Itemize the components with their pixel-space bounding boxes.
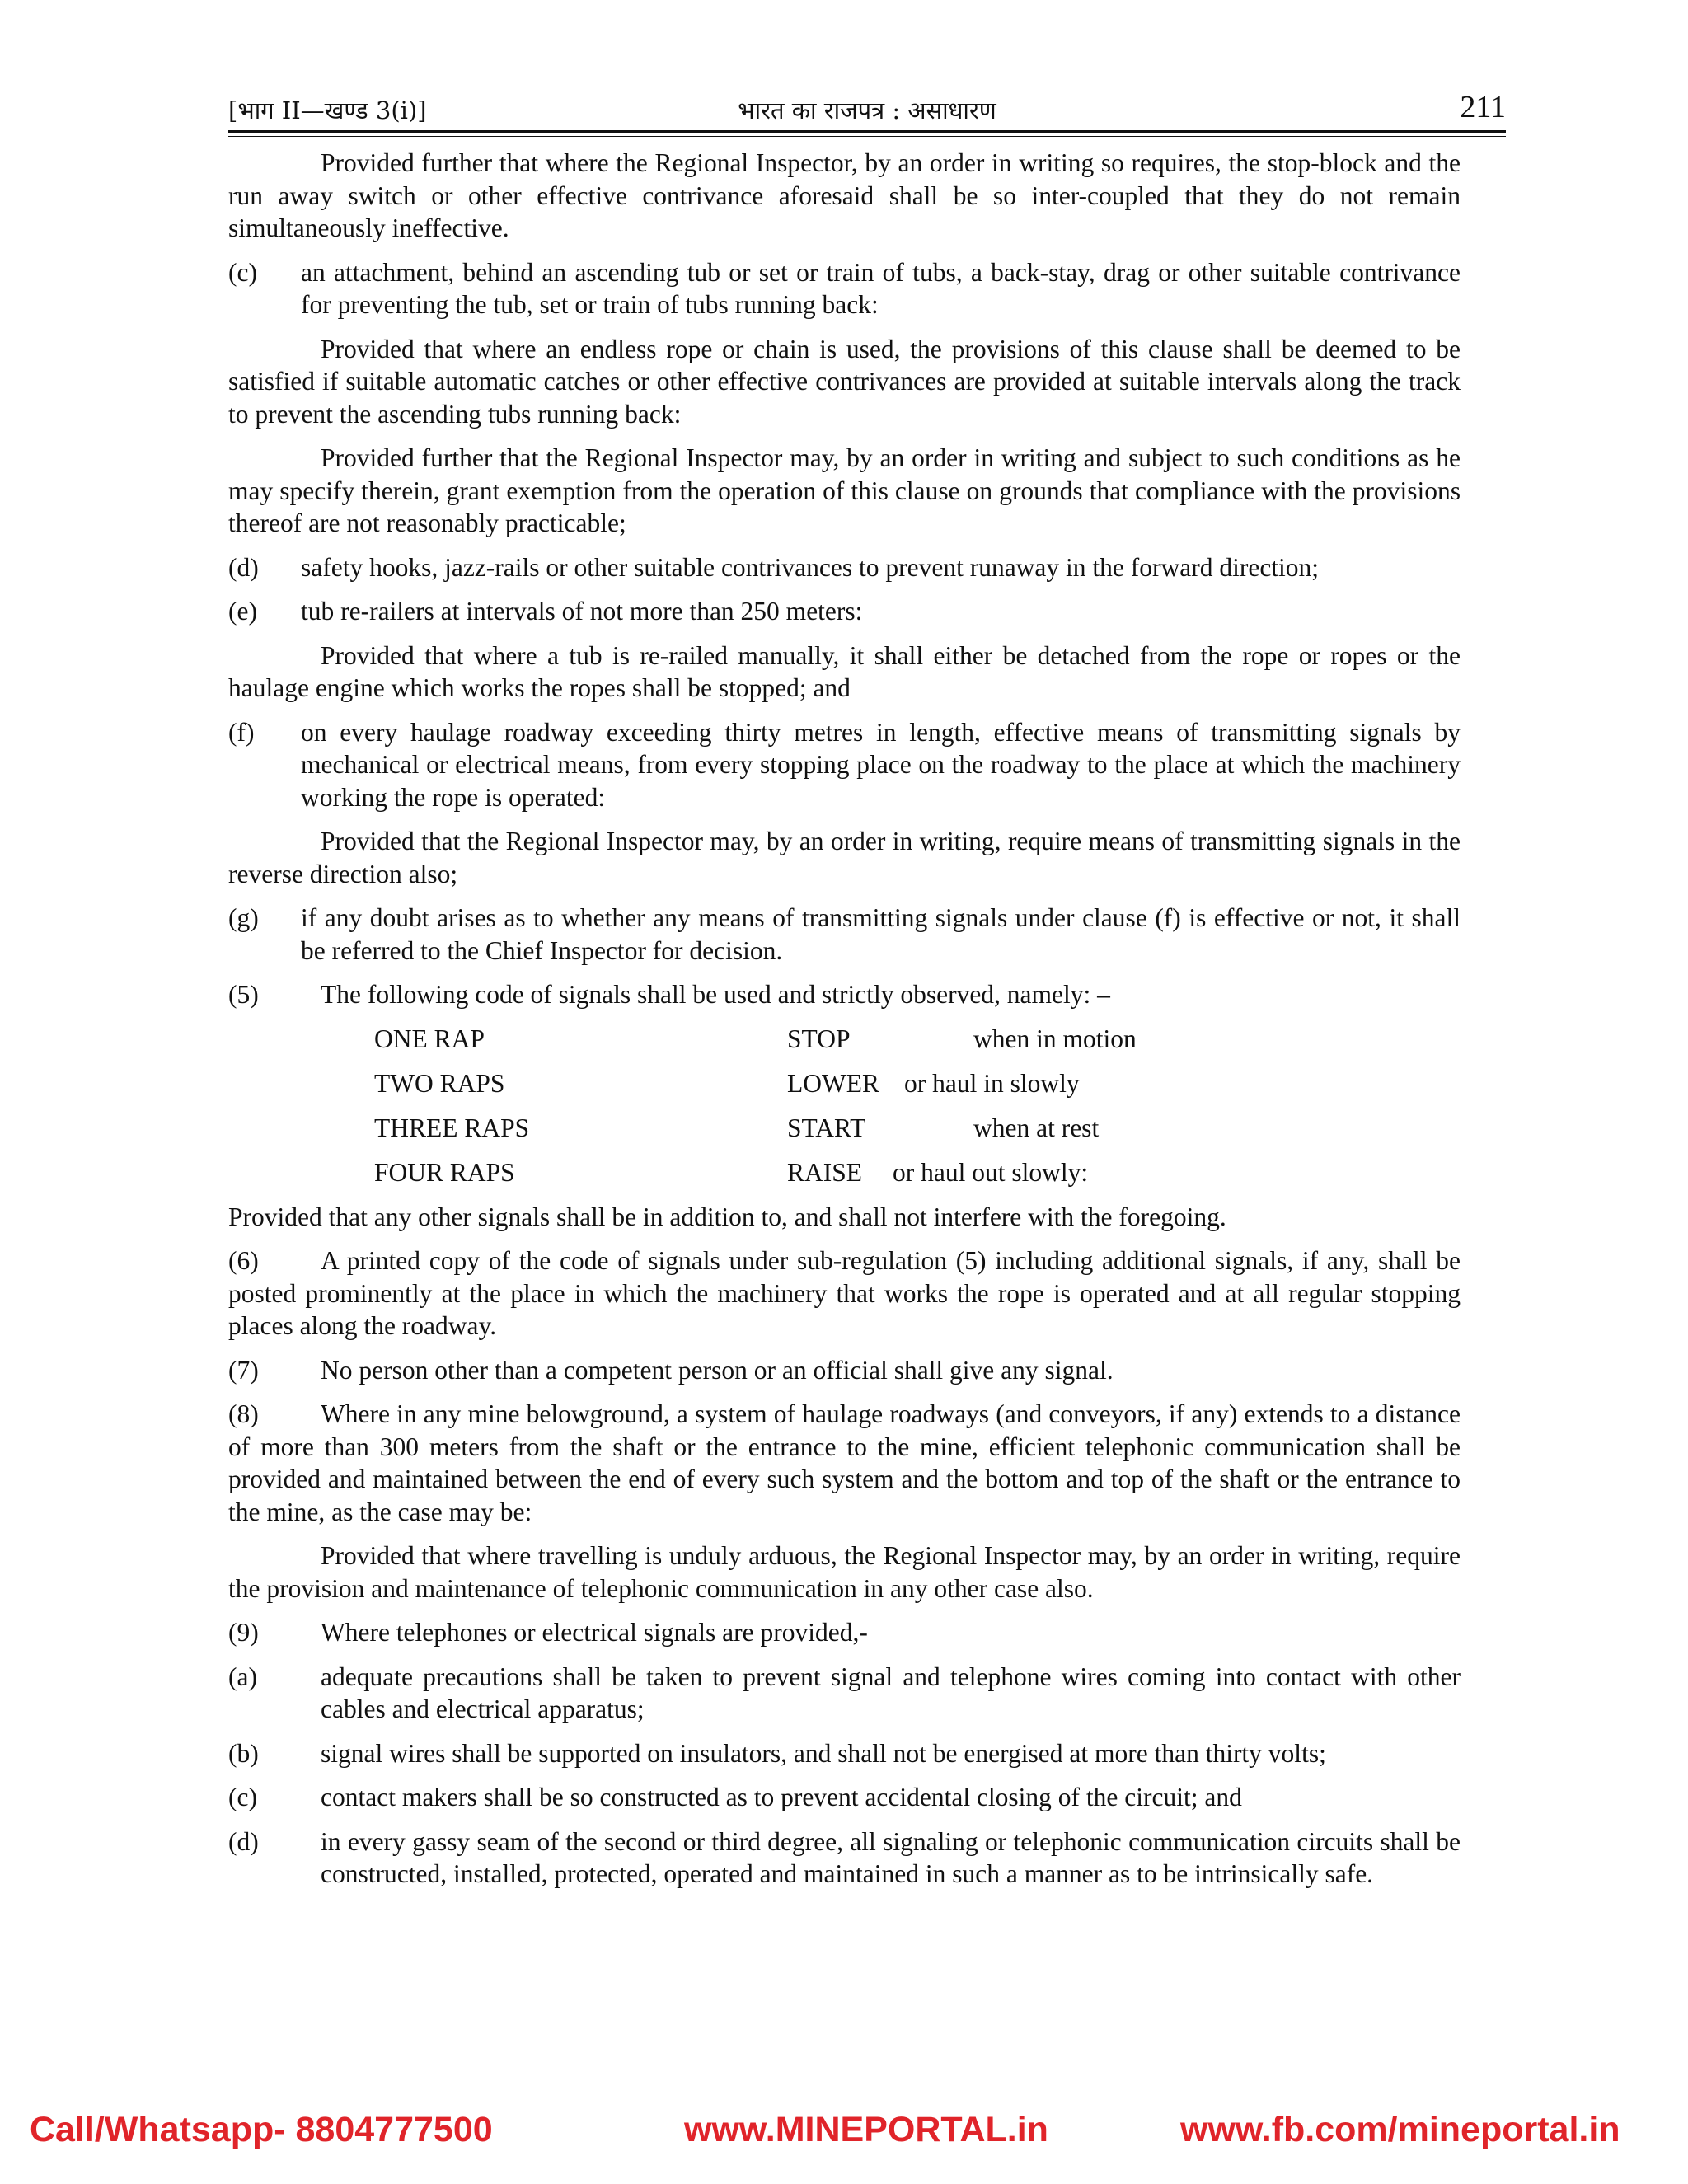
proviso-paragraph: Provided that where travelling is unduly arduous, the Regional Inspector may, by an order in writing, require the provision and maintenance of telephonic communication in any other case also. bbox=[228, 1541, 1461, 1603]
signal-row bbox=[228, 1023, 1461, 1056]
signal-note: when in motion bbox=[973, 1024, 1137, 1053]
signal-row bbox=[228, 1156, 1461, 1189]
subregulation-text: Where telephones or electrical signals are provided,- bbox=[321, 1618, 868, 1647]
proviso-paragraph: Provided that any other signals shall be in addition to, and shall not interfere with the foregoing. bbox=[228, 1202, 1226, 1231]
clause-c bbox=[228, 256, 1461, 321]
clause-text: if any doubt arises as to whether any means of transmitting signals under clause (f) is effective or not, it shall be referred to the Chief Inspector for decision. bbox=[301, 903, 1461, 965]
clause-text: safety hooks, jazz-rails or other suitable contrivances to prevent runaway in the forward direction; bbox=[301, 552, 1320, 582]
signal-action: LOWER bbox=[787, 1068, 879, 1098]
signal-raps: ONE RAP bbox=[374, 1024, 485, 1053]
subregulation-6 bbox=[228, 1244, 1461, 1343]
clause-label: (c) bbox=[228, 1783, 257, 1811]
signal-row bbox=[228, 1112, 1461, 1145]
subregulation-label: (8) bbox=[228, 1399, 259, 1428]
subregulation-label: (6) bbox=[228, 1246, 259, 1275]
signal-action: STOP bbox=[787, 1024, 851, 1053]
page-number: 211 bbox=[1460, 90, 1506, 124]
subregulation-8 bbox=[228, 1398, 1461, 1528]
subregulation-text: No person other than a competent person or an official shall give any signal. bbox=[321, 1355, 1114, 1385]
signal-code-table bbox=[228, 1023, 1461, 1189]
subregulation-9 bbox=[228, 1616, 1461, 1649]
signal-row bbox=[228, 1067, 1461, 1100]
subregulation-label: (7) bbox=[228, 1355, 259, 1385]
page-header bbox=[228, 90, 1506, 127]
clause-text: adequate precautions shall be taken to prevent signal and telephone wires coming into contact with other cables and electrical apparatus; bbox=[321, 1661, 1461, 1723]
signal-action: RAISE bbox=[787, 1157, 863, 1187]
footer-facebook-link[interactable]: www.fb.com/mineportal.in bbox=[1180, 2110, 1620, 2149]
subregulation-text: A printed copy of the code of signals under sub-regulation (5) including additional signals, if any, shall be posted prominently at the place in which the machinery that works the rope is operated and at all regular stopping places along the roadway. bbox=[228, 1246, 1461, 1340]
clause-d bbox=[228, 551, 1461, 584]
proviso-paragraph: Provided that where a tub is re-railed manually, it shall either be detached from the rope or ropes or the haulage engine which works the ropes shall be stopped; and bbox=[228, 640, 1461, 702]
clause-9c bbox=[228, 1781, 1461, 1814]
footer-phone: Call/Whatsapp- 8804777500 bbox=[30, 2110, 493, 2149]
clause-text: an attachment, behind an ascending tub or set or train of tubs, a back-stay, drag or other suitable contrivance for preventing the tub, set or train of tubs running back: bbox=[301, 257, 1461, 319]
clause-text: on every haulage roadway exceeding thirty metres in length, effective means of transmitting signals by mechanical or electrical means, from every stopping place on the roadway to the place at which the machinery working the rope is operated: bbox=[301, 717, 1461, 812]
clause-label: (d) bbox=[228, 1826, 259, 1856]
clause-g bbox=[228, 902, 1461, 967]
clause-label: (g) bbox=[228, 903, 259, 932]
proviso-paragraph: Provided further that where the Regional Inspector, by an order in writing so requires, the stop-block and the run away switch or other effective contrivance aforesaid shall be so inter-coupled that they do not remain simultaneously ineffective. bbox=[228, 148, 1461, 242]
header-rule-thick bbox=[228, 130, 1506, 133]
subregulation-7 bbox=[228, 1354, 1461, 1387]
proviso-paragraph: Provided that where an endless rope or chain is used, the provisions of this clause shall be deemed to be satisfied if suitable automatic catches or other effective contrivances are provided at suitable intervals along the track to prevent the ascending tubs running back: bbox=[228, 334, 1461, 429]
clause-9d bbox=[228, 1825, 1461, 1891]
header-rule-thin bbox=[228, 136, 1506, 137]
document-body bbox=[228, 147, 1461, 1902]
signal-raps: TWO RAPS bbox=[374, 1068, 505, 1098]
subregulation-5 bbox=[228, 978, 1461, 1011]
signal-note: or haul out slowly: bbox=[893, 1157, 1089, 1187]
subregulation-text: Where in any mine belowground, a system of haulage roadways (and conveyors, if any) extends to a distance of more than 300 meters from the shaft or the entrance to the mine, efficient telephonic communication shall be provided and maintained between the end of every such system and the bottom and top of the shaft or the entrance to the mine, as the case may be: bbox=[228, 1399, 1461, 1526]
header-gazette-title: भारत का राजपत्र : असाधारण bbox=[738, 96, 996, 124]
clause-label: (d) bbox=[228, 552, 259, 582]
clause-e bbox=[228, 595, 1461, 628]
subregulation-text: The following code of signals shall be used and strictly observed, namely: – bbox=[321, 980, 1110, 1009]
footer-website-link[interactable]: www.MINEPORTAL.in bbox=[684, 2110, 1048, 2149]
clause-label: (f) bbox=[228, 717, 255, 747]
subregulation-label: (5) bbox=[228, 980, 259, 1009]
proviso-paragraph: Provided that the Regional Inspector may, by an order in writing, require means of transmitting signals in the reverse direction also; bbox=[228, 827, 1461, 888]
clause-text: in every gassy seam of the second or third degree, all signaling or telephonic communication circuits shall be constructed, installed, protected, operated and maintained in such a manner as to be intrinsically safe. bbox=[321, 1826, 1461, 1888]
clause-label: (e) bbox=[228, 597, 257, 626]
clause-9b bbox=[228, 1737, 1461, 1770]
proviso-paragraph: Provided further that the Regional Inspector may, by an order in writing and subject to such conditions as he may specify therein, grant exemption from the operation of this clause on grounds that compliance with the provisions thereof are not reasonably practicable; bbox=[228, 443, 1461, 537]
clause-label: (c) bbox=[228, 257, 257, 287]
signal-note: or haul in slowly bbox=[904, 1068, 1080, 1098]
clause-f bbox=[228, 716, 1461, 814]
clause-label: (a) bbox=[228, 1661, 257, 1691]
clause-text: tub re-railers at intervals of not more than 250 meters: bbox=[301, 597, 863, 626]
promo-footer bbox=[0, 2110, 1688, 2159]
clause-text: signal wires shall be supported on insulators, and shall not be energised at more than thirty volts; bbox=[321, 1738, 1326, 1768]
signal-raps: FOUR RAPS bbox=[374, 1157, 515, 1187]
signal-note: when at rest bbox=[973, 1113, 1100, 1142]
clause-label: (b) bbox=[228, 1738, 259, 1768]
signal-raps: THREE RAPS bbox=[374, 1113, 530, 1142]
header-section-label: [भाग II—खण्ड 3(i)] bbox=[228, 96, 427, 124]
subregulation-label: (9) bbox=[228, 1618, 259, 1647]
clause-text: contact makers shall be so constructed as to prevent accidental closing of the circuit; and bbox=[321, 1783, 1242, 1811]
clause-9a bbox=[228, 1661, 1461, 1726]
signal-action: START bbox=[787, 1113, 866, 1142]
